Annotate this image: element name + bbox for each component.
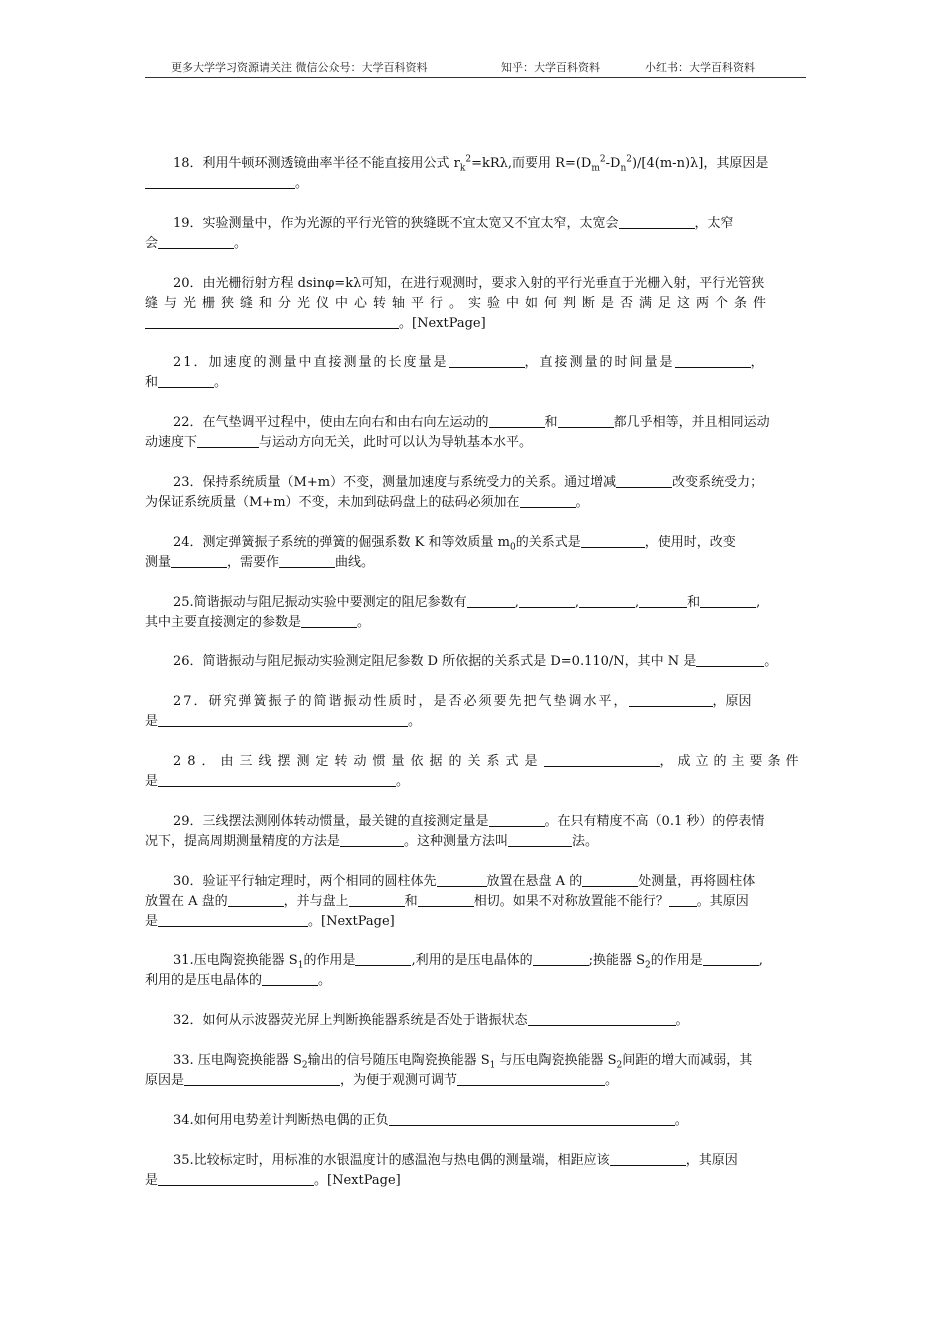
question-text: -D — [605, 156, 621, 171]
question-21 — [145, 353, 806, 393]
question-26 — [145, 652, 806, 672]
text-line — [145, 951, 806, 971]
question-text: =kRλ,而要用 R=(D — [471, 156, 592, 171]
question-text: 处测量，再将圆柱体 — [638, 874, 756, 889]
question-text: 间距的增大而减弱，其 — [622, 1053, 753, 1068]
question-35 — [145, 1151, 806, 1191]
question-text: 。 — [764, 654, 778, 669]
question-text: , — [574, 595, 579, 610]
question-text: 。 — [605, 1073, 619, 1088]
question-29 — [145, 812, 806, 852]
answer-blank[interactable] — [610, 1151, 686, 1166]
text-line — [145, 1151, 806, 1171]
question-text: 33. 压电陶瓷换能器 S — [173, 1053, 302, 1068]
question-text: 。其原因 — [696, 894, 749, 909]
page-header — [145, 55, 806, 78]
answer-blank[interactable] — [696, 652, 764, 667]
question-text: ，原因 — [712, 694, 752, 709]
text-line — [145, 613, 806, 633]
question-text: ，使用时，改变 — [644, 535, 736, 550]
answer-blank[interactable] — [355, 951, 411, 966]
answer-blank[interactable] — [544, 752, 660, 767]
question-text: 与压电陶瓷换能器 S — [495, 1053, 617, 1068]
answer-blank[interactable] — [158, 712, 408, 727]
question-text: 是 — [145, 714, 159, 729]
answer-blank[interactable] — [457, 1071, 605, 1086]
question-text: n — [620, 163, 627, 174]
text-line — [145, 154, 806, 174]
text-line — [145, 892, 806, 912]
question-text: 23．保持系统质量（M+m）不变，测量加速度与系统受力的关系。通过增减 — [173, 475, 617, 490]
text-line — [145, 553, 806, 573]
text-line — [145, 752, 806, 772]
question-text: ,利用的是压电晶体的 — [411, 953, 533, 968]
text-line: 20．由光栅衍射方程 dsinφ=kλ可知，在进行观测时，要求入射的平行光垂直于光栅入射，平行光管狭 — [173, 276, 765, 291]
answer-blank[interactable] — [158, 1171, 314, 1186]
question-text: 其中主要直接测定的参数是 — [145, 615, 302, 630]
question-text: 。 — [357, 615, 371, 630]
answer-blank[interactable] — [489, 812, 545, 827]
question-text: 2 — [645, 960, 651, 971]
answer-blank[interactable] — [171, 553, 227, 568]
question-text: k — [459, 163, 466, 174]
answer-blank[interactable] — [629, 692, 713, 707]
question-text: 曲线。 — [335, 555, 375, 570]
question-text: 27．研究弹簧振子的简谐振动性质时，是否必须要先把气垫调水平， — [173, 694, 629, 709]
text-line — [145, 772, 806, 792]
answer-blank[interactable] — [616, 473, 672, 488]
question-text: 输出的信号随压电陶瓷换能器 S — [307, 1053, 490, 1068]
answer-blank[interactable] — [533, 951, 589, 966]
question-text: 19．实验测量中，作为光源的平行光管的狭缝既不宜太宽又不宜太窄，太宽会 — [173, 216, 619, 231]
answer-blank[interactable] — [619, 214, 695, 229]
question-text: 和 — [145, 375, 159, 390]
question-text: 原因是 — [145, 1073, 185, 1088]
question-text: 是 — [145, 914, 159, 929]
text-line — [145, 433, 806, 453]
question-text: 。 — [575, 495, 589, 510]
question-text: 是 — [145, 774, 159, 789]
text-line — [145, 373, 806, 393]
question-text: 2 — [465, 154, 472, 165]
header-wechat-text: 更多大学学习资源请关注 微信公众号：大学百科资料 — [171, 61, 428, 74]
question-text: ，为便于观测可调节 — [340, 1073, 458, 1088]
answer-blank[interactable] — [558, 413, 614, 428]
question-24 — [145, 533, 806, 573]
text-line — [145, 812, 806, 832]
question-text: 。[NextPage] — [399, 316, 486, 331]
answer-blank[interactable] — [519, 593, 575, 608]
answer-blank[interactable] — [669, 892, 697, 907]
text-line — [145, 912, 806, 932]
answer-blank[interactable] — [418, 892, 474, 907]
answer-blank[interactable] — [262, 971, 318, 986]
question-text: 为保证系统质量（M+m）不变，未加到砝码盘上的砝码必须加在 — [145, 495, 520, 510]
question-22 — [145, 413, 806, 453]
question-text: 2 — [301, 1060, 308, 1071]
question-text: 。 — [214, 375, 228, 390]
question-text: 1 — [489, 1060, 496, 1071]
answer-blank[interactable] — [675, 353, 751, 368]
question-18 — [145, 154, 806, 194]
question-text: 32．如何从示波器荧光屏上判断换能器系统是否处于谐振状态 — [173, 1013, 528, 1028]
answer-blank[interactable] — [581, 533, 645, 548]
answer-blank[interactable] — [489, 413, 545, 428]
question-text: 利用的是压电晶体的 — [145, 973, 263, 988]
question-text: 和 — [544, 415, 558, 430]
question-text: 的作用是 — [303, 953, 356, 968]
text-line — [145, 652, 806, 672]
answer-blank[interactable] — [349, 892, 405, 907]
question-text: 放置在 A 盘的 — [145, 894, 228, 909]
question-text: 况下，提高周期测量精度的方法是 — [145, 834, 341, 849]
text-line — [145, 1111, 806, 1131]
question-text: 24．测定弹簧振子系统的弹簧的倔强系数 K 和等效质量 m — [173, 535, 510, 550]
question-text: 2 — [599, 154, 606, 165]
text-line — [145, 493, 806, 513]
question-text: ， — [750, 355, 764, 370]
question-text: 34.如何用电势差计判断热电偶的正负 — [173, 1113, 389, 1128]
question-text: 31.压电陶瓷换能器 S — [173, 953, 298, 968]
question-text: 21．加速度的测量中直接测量的长度量是 — [173, 355, 449, 370]
question-30 — [145, 872, 806, 932]
text-line — [145, 872, 806, 892]
question-33 — [145, 1051, 806, 1091]
answer-blank[interactable] — [340, 832, 404, 847]
answer-blank[interactable] — [582, 872, 638, 887]
question-text: 30．验证平行轴定理时，两个相同的圆柱体先 — [173, 874, 437, 889]
answer-blank[interactable] — [700, 593, 756, 608]
question-text: 法。 — [572, 834, 599, 849]
question-text: , — [514, 595, 519, 610]
question-text: ;换能器 S — [588, 953, 646, 968]
question-text: 的关系式是 — [515, 535, 581, 550]
text-line — [145, 214, 806, 234]
answer-blank[interactable] — [301, 613, 357, 628]
question-text: 2 — [616, 1060, 623, 1071]
answer-blank[interactable] — [158, 912, 308, 927]
answer-blank[interactable] — [184, 1071, 340, 1086]
answer-blank[interactable] — [158, 234, 234, 249]
question-text: 都几乎相等，并且相同运动 — [613, 415, 770, 430]
question-text: 放置在悬盘 A 的 — [486, 874, 583, 889]
text-line — [145, 1051, 806, 1071]
question-text: 25.简谐振动与阻尼振动实验中要测定的阻尼参数有 — [173, 595, 467, 610]
question-text: 26．简谐振动与阻尼振动实验测定阻尼参数 D 所依据的关系式是 D=0.110/N，其中 N 是 — [173, 654, 697, 669]
question-20 — [145, 274, 806, 334]
question-text: 。 — [675, 1013, 689, 1028]
question-text: 18．利用牛顿环测透镜曲率半径不能直接用公式 r — [173, 156, 460, 171]
question-27 — [145, 692, 806, 732]
answer-blank[interactable] — [158, 373, 214, 388]
question-text: 1 — [297, 960, 304, 971]
question-32 — [145, 1011, 806, 1031]
text-line — [145, 234, 806, 254]
question-text: 。[NextPage] — [314, 1173, 401, 1188]
question-text: 。[NextPage] — [308, 914, 395, 929]
text-line — [145, 533, 806, 553]
question-text: , — [758, 953, 763, 968]
answer-blank[interactable] — [703, 951, 759, 966]
text-line: 缝与光栅狭缝和分光仪中心转轴平行。实验中如何判断是否满足这两个条件 — [145, 296, 773, 311]
question-text: 和 — [404, 894, 418, 909]
question-text: 。 — [396, 774, 410, 789]
answer-blank[interactable] — [579, 593, 635, 608]
text-line — [145, 1071, 806, 1091]
question-19 — [145, 214, 806, 254]
answer-blank[interactable] — [158, 772, 396, 787]
question-34 — [145, 1111, 806, 1131]
question-28 — [145, 752, 806, 792]
question-text: ，成立的主要条件 — [659, 754, 804, 769]
answer-blank[interactable] — [467, 593, 515, 608]
question-text: 。在只有精度不高（0.1 秒）的停表情 — [544, 814, 765, 829]
question-25 — [145, 593, 806, 633]
question-text: , — [756, 595, 761, 610]
answer-blank[interactable] — [449, 353, 525, 368]
question-text: 会 — [145, 236, 159, 251]
question-text: 0 — [509, 542, 516, 553]
question-text: 测量 — [145, 555, 172, 570]
answer-blank[interactable] — [437, 872, 487, 887]
text-line — [145, 353, 806, 373]
question-text: 2 — [626, 154, 632, 165]
question-text: 22．在气垫调平过程中，使由左向右和由右向左运动的 — [173, 415, 489, 430]
text-line — [145, 174, 806, 194]
text-line — [145, 314, 806, 334]
question-text: 的作用是 — [650, 953, 703, 968]
question-text: 与运动方向无关，此时可以认为导轨基本水平。 — [259, 435, 533, 450]
text-line — [145, 593, 806, 613]
answer-blank[interactable] — [197, 433, 259, 448]
question-text: 动速度下 — [145, 435, 198, 450]
question-31 — [145, 951, 806, 991]
text-line — [145, 712, 806, 732]
answer-blank[interactable] — [528, 1011, 676, 1026]
question-text: ，太窄 — [694, 216, 734, 231]
question-text: 。 — [234, 236, 248, 251]
text-line — [145, 971, 806, 991]
question-text: 35.比较标定时，用标准的水银温度计的感温泡与热电偶的测量端，相距应该 — [173, 1153, 610, 1168]
question-text: 。 — [674, 1113, 688, 1128]
question-text: m — [591, 163, 600, 174]
text-line — [145, 413, 806, 433]
question-text: 。 — [408, 714, 422, 729]
answer-blank[interactable] — [228, 892, 284, 907]
answer-blank[interactable] — [508, 832, 572, 847]
answer-blank[interactable] — [389, 1111, 675, 1126]
text-line — [145, 473, 806, 493]
question-text: 。 — [318, 973, 332, 988]
question-text: 。这种测量方法叫 — [404, 834, 509, 849]
text-line — [145, 1171, 806, 1191]
text-line — [145, 692, 806, 712]
question-23 — [145, 473, 806, 513]
question-text: ，直接测量的时间量是 — [524, 355, 675, 370]
question-text: 28．由三线摆测定转动惯量依据的关系式是 — [173, 754, 544, 769]
header-zhihu-text: 知乎：大学百科资料 — [501, 61, 600, 74]
text-line — [145, 1011, 806, 1031]
question-text: ，需要作 — [227, 555, 280, 570]
question-text: 改变系统受力； — [672, 475, 764, 490]
question-text: 和 — [687, 595, 701, 610]
answer-blank[interactable] — [145, 174, 295, 189]
question-text: 29．三线摆法测刚体转动惯量，最关键的直接测定量是 — [173, 814, 489, 829]
question-text: ，其原因 — [685, 1153, 738, 1168]
answer-blank[interactable] — [279, 553, 335, 568]
question-text: 是 — [145, 1173, 159, 1188]
question-text: , — [634, 595, 640, 610]
answer-blank[interactable] — [145, 314, 399, 329]
question-text: ，并与盘上 — [283, 894, 349, 909]
header-xiaohongshu-text: 小红书：大学百科资料 — [645, 61, 755, 74]
question-text: 相切。如果不对称放置能不能行？ — [473, 894, 669, 909]
answer-blank[interactable] — [639, 593, 687, 608]
question-text: )/[4(m-n)λ]，其原因是 — [631, 156, 769, 171]
text-line — [145, 832, 806, 852]
question-text: 。 — [295, 176, 309, 191]
answer-blank[interactable] — [520, 493, 576, 508]
